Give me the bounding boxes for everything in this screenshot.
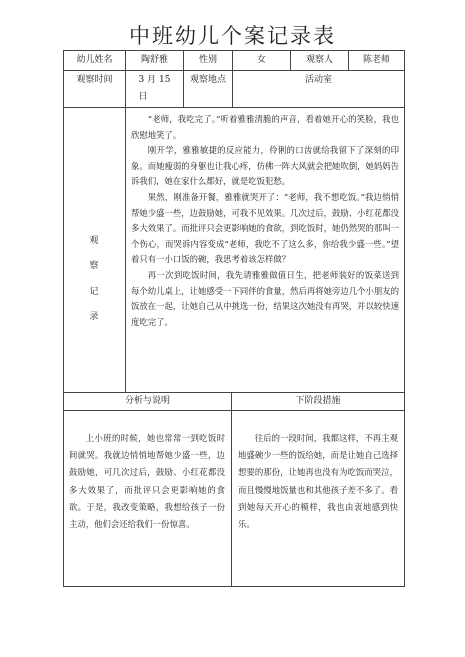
record-paragraph: 再一次到吃饭时间，我先请雅雅做值日生，把老师装好的饭菜送到每个幼儿桌上，让她感受一下同伴的食量，然后再将她旁边几个小朋友的饭放在一起，让她自己从中挑选一份，结果这次她没有再哭，并以较快速度吃完了。 — [131, 269, 399, 327]
name-label: 幼儿姓名 — [76, 55, 113, 65]
record-paragraph: 果然，刚准备开餐，雅雅就哭开了：“老师，我不想吃饭。”我边悄悄帮她少盛一些，边鼓励她，可我不见效果。几次过后，鼓励、小红花都没多大效果了。而批评只会更影响她的食欲，到吃饭时，她仍然哭的那叫一个伤心，而哭诉内容变成“老师，我吃不了这么多，你给我少盛一些。”望着只有一小口饭的碗，我思考着该怎样做？ — [131, 191, 399, 265]
analysis-header: 分析与说明 — [124, 396, 170, 406]
place-value: 活动室 — [304, 74, 332, 85]
row-divider — [63, 107, 405, 108]
record-label-char: 录 — [89, 312, 99, 322]
record-table — [63, 50, 405, 587]
table-border-bottom — [63, 586, 405, 587]
record-paragraph: 刚开学，雅雅敏捷的反应能力，伶俐的口齿就给我留下了深刻的印象。而她瘦弱的身躯也让我心疼，仿佛一阵大风就会把她吹倒，她妈妈告诉我们，她在家什么都好，就是吃饭犯愁。 — [131, 145, 399, 187]
measures-text — [238, 430, 398, 533]
measures-paragraph: 往后的一段时间，我都这样，不再主观地盛碗少一些的饭给她，而是让她自己选择想要的那份，让她再也没有为吃饭而哭泣，而且慢慢地饭量也和其他孩子差不多了。看到她每天开心的模样，我也由衷地感到快乐。 — [238, 433, 398, 530]
observer-value: 陈老师 — [362, 55, 390, 65]
measures-header: 下阶段措施 — [295, 396, 341, 406]
record-text — [131, 112, 399, 330]
gender-value: 女 — [256, 55, 266, 65]
record-label-char: 记 — [89, 287, 99, 297]
name-value: 陶舒雅 — [140, 55, 168, 65]
time-value-line2: 日 — [138, 91, 148, 102]
page-title: 中班幼儿个案记录表 — [129, 24, 336, 48]
gender-label: 性别 — [198, 55, 217, 65]
row-divider — [63, 410, 405, 411]
time-value-line1: 3 月 15 — [138, 74, 171, 85]
column-divider — [231, 392, 232, 587]
record-label-char: 观 — [89, 236, 99, 246]
analysis-paragraph: 上小班的时候，她也常常一到吃饭时间就哭。我就边悄悄地帮她少盛一些，边鼓励她，可几次过后，鼓励、小红花都没多大效果了，而批评只会更影响她的食欲。于是，我改变策略，我想给孩子一份主动，他们会还给我们一份惊喜。 — [69, 433, 225, 530]
time-label: 观察时间 — [76, 74, 113, 85]
record-paragraph: “老师，我吃完了。”听着雅雅清脆的声音，看着她开心的笑脸，我也欣慰地笑了。 — [131, 114, 399, 140]
record-label-char: 察 — [89, 261, 99, 271]
observer-label: 观察人 — [305, 55, 333, 65]
place-label: 观察地点 — [189, 74, 226, 85]
table-border-right — [404, 50, 405, 587]
analysis-text — [69, 430, 225, 533]
